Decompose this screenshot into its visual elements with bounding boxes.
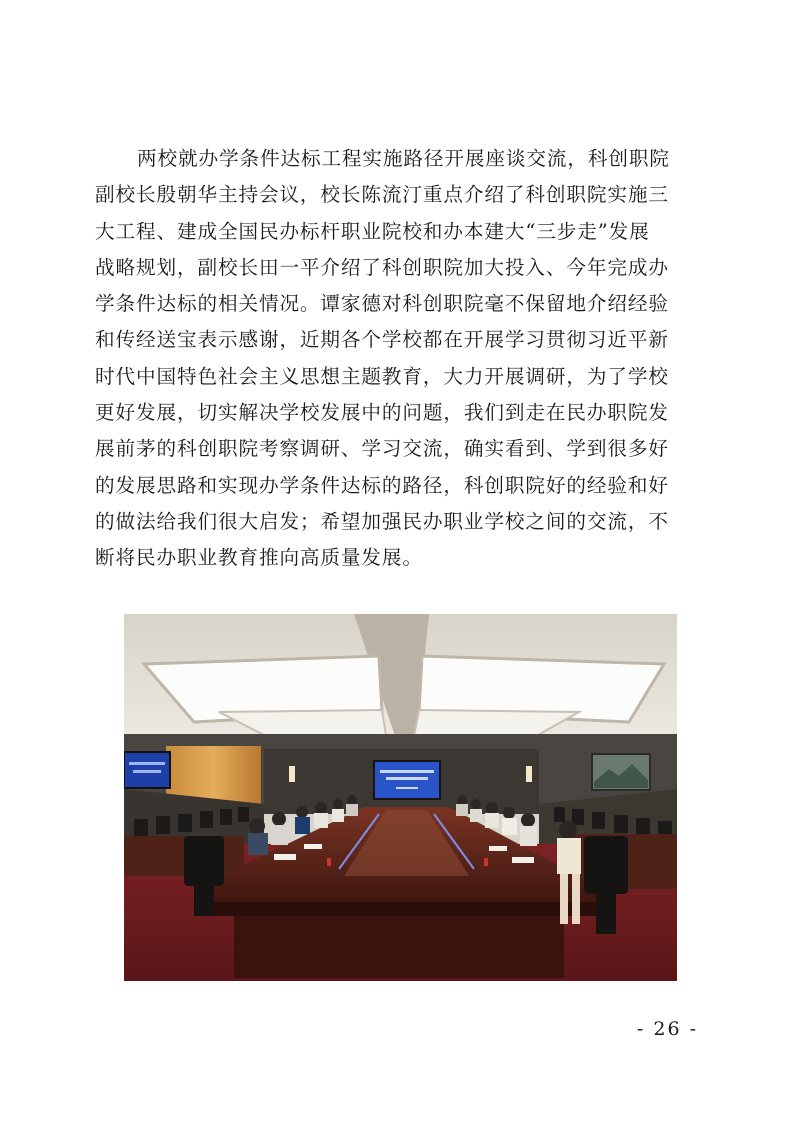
side-screen-text-bar (133, 770, 161, 773)
paragraph-line: 展前茅的科创职院考察调研、学习交流，确实看到、学到很多好 (95, 437, 669, 461)
paragraph-line: 副校长殷朝华主持会议，校长陈流汀重点介绍了科创职院实施三 (95, 183, 669, 207)
paragraph-line: 时代中国特色社会主义思想主题教育，大力开展调研，为了学校 (95, 364, 669, 388)
meeting-room-photo (124, 614, 677, 981)
paragraph-line: 和传经送宝表示感谢，近期各个学校都在开展学习贯彻习近平新 (95, 328, 669, 352)
office-chair-base (194, 886, 214, 916)
meeting-room-illustration (124, 614, 677, 981)
paragraph-line: 学条件达标的相关情况。谭家德对科创职院毫不保留地介绍经验 (95, 292, 669, 316)
office-chair (584, 836, 628, 894)
paragraph-line: 断将民办职业教育推向高质量发展。 (95, 546, 423, 570)
office-chair-base (596, 894, 616, 934)
main-screen-text-bar (380, 770, 434, 773)
main-screen-text-bar (386, 777, 428, 780)
page-number: - 26 - (636, 1018, 698, 1040)
table-edge (194, 902, 604, 916)
wall-lamp (289, 766, 295, 782)
paragraph-line: 战略规划，副校长田一平介绍了科创职院加大投入、今年完成办 (95, 255, 669, 279)
body-paragraph (95, 141, 699, 577)
main-screen-text-bar (396, 787, 418, 789)
table-base (234, 916, 564, 978)
paragraph-line: 的发展思路和实现办学条件达标的路径，科创职院好的经验和好 (95, 473, 669, 497)
side-screen-text-bar (129, 762, 165, 765)
paragraph-line: 的做法给我们很大启发；希望加强民办职业学校之间的交流，不 (95, 509, 669, 533)
wall-lamp (526, 766, 532, 782)
paragraph-line: 大工程、建成全国民办标杆职业院校和办本建大“三步走”发展 (95, 219, 650, 243)
office-chair (184, 836, 224, 886)
paragraph-line: 更好发展，切实解决学校发展中的问题，我们到走在民办职院发 (95, 401, 669, 425)
paragraph-line: 两校就办学条件达标工程实施路径开展座谈交流，科创职院 (137, 147, 670, 170)
